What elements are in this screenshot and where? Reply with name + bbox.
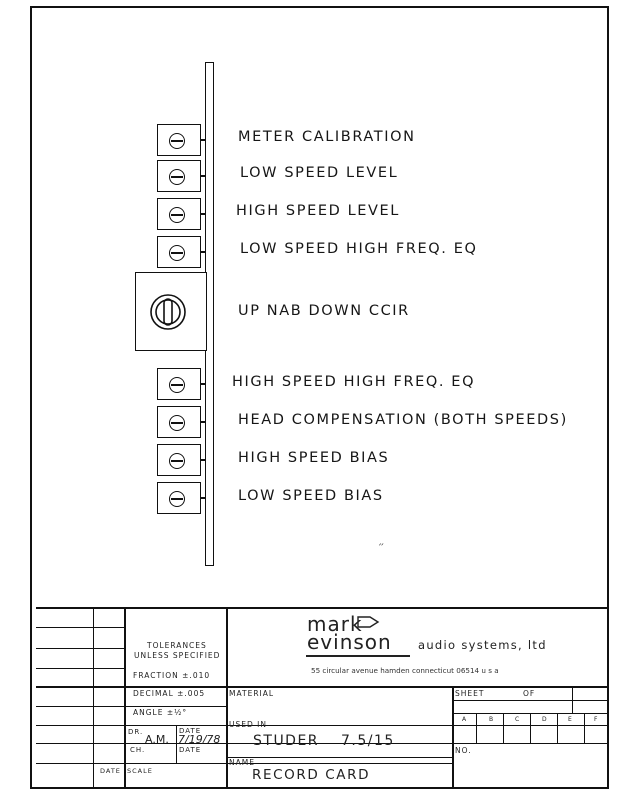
trimmer-high-speed-bias xyxy=(157,444,201,476)
trimmer-low-speed-eq xyxy=(157,236,201,268)
revision-c: C xyxy=(515,716,521,723)
label-high-speed-high-freq-eq: HIGH SPEED HIGH FREQ. EQ xyxy=(232,374,476,390)
label-low-speed-level: LOW SPEED LEVEL xyxy=(240,165,399,181)
label-nab-ccir: UP NAB DOWN CCIR xyxy=(238,303,410,319)
logo-evinson: evinson xyxy=(307,630,392,654)
rotary-switch-icon xyxy=(135,272,207,351)
speck: ״ xyxy=(378,541,385,552)
revision-b: B xyxy=(489,716,495,723)
logo-underline xyxy=(306,655,410,657)
tb-rule xyxy=(36,627,124,628)
revision-f: F xyxy=(594,716,599,723)
dr-value: A.M. xyxy=(145,733,169,746)
label-high-speed-bias: HIGH SPEED BIAS xyxy=(238,450,390,466)
tb-rule xyxy=(124,607,126,787)
label-low-speed-high-freq-eq: LOW SPEED HIGH FREQ. EQ xyxy=(240,241,478,257)
used-in-label: USED IN xyxy=(229,720,267,729)
revision-a: A xyxy=(462,716,468,723)
trimmer-meter-calibration xyxy=(157,124,201,156)
tb-rule xyxy=(226,757,452,758)
label-low-speed-bias: LOW SPEED BIAS xyxy=(238,488,384,504)
nab-ccir-switch xyxy=(135,272,207,351)
of-label: OF xyxy=(523,689,536,698)
logo-arrow-icon xyxy=(356,613,382,631)
label-head-compensation: HEAD COMPENSATION (BOTH SPEEDS) xyxy=(238,412,568,428)
company-address: 55 circular avenue hamden connecticut 06514 u s a xyxy=(311,666,499,675)
tb-rule xyxy=(476,713,477,743)
trimmer-head-compensation xyxy=(157,406,201,438)
trimmer-low-speed-bias xyxy=(157,482,201,514)
label-meter-calibration: METER CALIBRATION xyxy=(238,129,416,145)
tb-rule xyxy=(36,607,607,609)
tb-rule xyxy=(530,713,531,743)
screw-slot-icon xyxy=(169,491,185,507)
tb-rule xyxy=(452,700,607,701)
revision-e: E xyxy=(568,716,573,723)
tolerances-subheading: UNLESS SPECIFIED xyxy=(134,651,221,660)
tb-rule xyxy=(584,713,585,743)
tb-rule xyxy=(93,607,94,787)
screw-slot-icon xyxy=(169,377,185,393)
tb-rule xyxy=(36,668,124,669)
label-high-speed-level: HIGH SPEED LEVEL xyxy=(236,203,400,219)
tb-rule xyxy=(503,713,504,743)
name-label: NAME xyxy=(229,758,255,767)
revision-d: D xyxy=(542,716,548,723)
tb-rule xyxy=(36,725,607,726)
screw-slot-icon xyxy=(169,415,185,431)
screw-slot-icon xyxy=(169,207,185,223)
tolerances-heading: TOLERANCES xyxy=(147,641,207,650)
date-label: DATE xyxy=(179,727,202,735)
tb-rule xyxy=(572,686,573,713)
trimmer-low-speed-level xyxy=(157,160,201,192)
screw-slot-icon xyxy=(169,453,185,469)
scale-label: SCALE xyxy=(127,767,153,775)
logo-mark: mark xyxy=(307,612,363,636)
no-label: NO. xyxy=(455,746,472,755)
used-in-model: 7.5/15 xyxy=(341,733,395,749)
company-name: audio systems, ltd xyxy=(418,638,547,652)
ch-label: CH. xyxy=(130,746,146,754)
date-label: DATE xyxy=(100,767,121,775)
tb-rule xyxy=(226,607,228,787)
material-label: MATERIAL xyxy=(229,689,275,698)
angle-tolerance: ANGLE ±½° xyxy=(133,708,188,717)
date-value: 7/19/78 xyxy=(178,733,221,746)
dr-label: DR. xyxy=(128,728,144,736)
screw-slot-icon xyxy=(169,169,185,185)
tb-rule xyxy=(36,706,226,707)
tb-rule xyxy=(36,686,607,688)
trimmer-high-speed-level xyxy=(157,198,201,230)
date-label: DATE xyxy=(179,746,202,754)
tb-rule xyxy=(36,648,124,649)
tb-rule xyxy=(36,743,607,744)
used-in-value: STUDER xyxy=(253,733,320,749)
tb-rule xyxy=(176,725,177,763)
tb-rule xyxy=(452,686,454,787)
screw-slot-icon xyxy=(169,245,185,261)
trimmer-high-speed-eq xyxy=(157,368,201,400)
tb-rule xyxy=(557,713,558,743)
sheet-label: SHEET xyxy=(455,689,485,698)
screw-slot-icon xyxy=(169,133,185,149)
fraction-tolerance: FRACTION ±.010 xyxy=(133,671,211,680)
decimal-tolerance: DECIMAL ±.005 xyxy=(133,689,206,698)
name-value: RECORD CARD xyxy=(252,767,371,783)
